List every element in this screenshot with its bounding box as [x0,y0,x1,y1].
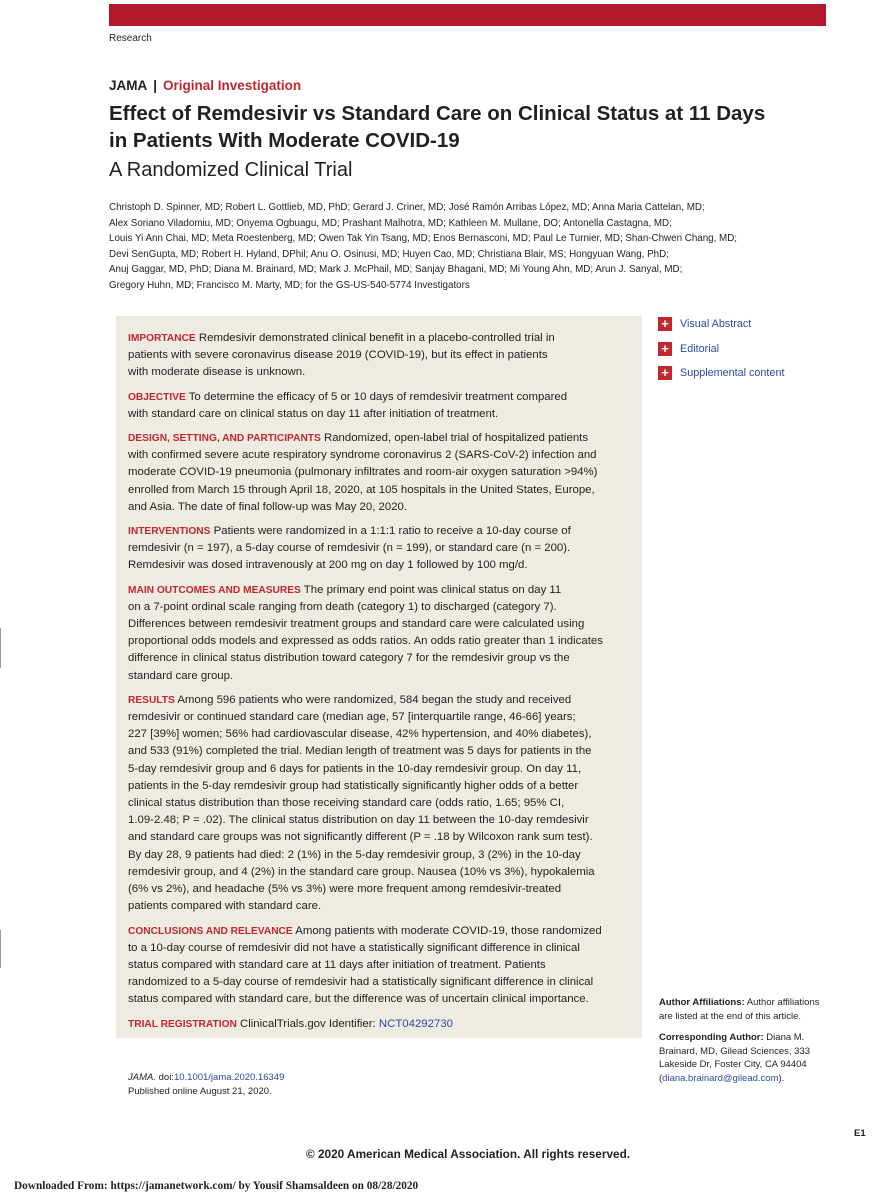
abstract-line: with confirmed severe acute respiratory syndrome coronavirus 2 (SARS-CoV-2) infection and [128,449,597,462]
sidebar-links [658,312,784,386]
abstract-results [128,692,633,916]
abstract-line: standard care group. [128,669,234,682]
section-label-conclusions: CONCLUSIONS AND RELEVANCE [128,925,293,937]
author-affiliations [659,996,829,1085]
abstract-line: 5-day remdesivir group and 6 days for patients in the 10-day remdesivir group. On day 11, [128,762,582,775]
abstract-line: 1.09-2.48; P = .02). The clinical status distribution on day 11 between the 10-day remdesivir [128,814,589,827]
abstract-line: patients with severe coronavirus disease 2019 (COVID-19), but its effect in patients [128,349,548,362]
section-label-design: DESIGN, SETTING, AND PARTICIPANTS [128,433,321,445]
affiliations-text: Author affiliations are listed at the end of this article. [659,997,820,1022]
article-title: Effect of Remdesivir vs Standard Care on Clinical Status at 11 Days in Patients With Moderate COVID-19 [109,102,766,152]
abstract-registration [128,1016,633,1033]
abstract-line: To determine the efficacy of 5 or 10 days of remdesivir treatment compared [185,390,568,403]
abstract-line: randomized to a 5-day course of remdesivir had a statistically significant difference in clinical [128,976,594,989]
abstract-line: clinical status distribution than those receiving standard care (odds ratio, 1.65; 95% CI, [128,797,565,810]
section-label-results: RESULTS [128,694,175,706]
abstract-line: with standard care on clinical status on day 11 after initiation of treatment. [128,407,499,420]
abstract-line: Among 596 patients who were randomized, 584 began the study and received [174,693,572,706]
citation-doi-prefix: doi: [155,1072,174,1083]
author-list [109,200,799,293]
abstract-line: The primary end point was clinical status on day 11 [300,583,562,596]
section-label-registration: TRIAL REGISTRATION [128,1018,237,1030]
visual-abstract-link[interactable] [658,312,784,337]
abstract-line: Remdesivir demonstrated clinical benefit in a placebo-controlled trial in [195,332,555,344]
abstract-interventions [128,523,633,575]
journal-separator: | [153,78,158,93]
abstract-line: moderate COVID-19 pneumonia (pulmonary infiltrates and room-air oxygen saturation >94%) [128,466,598,479]
abstract-outcomes [128,582,633,685]
section-label: Research [109,33,152,44]
abstract-objective [128,389,633,423]
registration-text: ClinicalTrials.gov Identifier: [236,1017,379,1030]
affiliations-label: Author Affiliations: [659,997,745,1008]
abstract-line: status compared with standard care, but the difference was of uncertain clinical importance. [128,993,589,1006]
abstract [128,330,633,1040]
sidebar-link-label: Visual Abstract [680,318,752,331]
journal-line [109,78,301,93]
article-subtitle: A Randomized Clinical Trial [109,159,353,181]
plus-icon: + [658,342,672,356]
article-type: Original Investigation [163,78,302,93]
abstract-line: Patients were randomized in a 1:1:1 ratio to receive a 10-day course of [210,525,571,538]
abstract-line: By day 28, 9 patients had died: 2 (1%) in the 5-day remdesivir group, 3 (2%) in the 10-day [128,848,581,861]
doi-link[interactable]: 10.1001/jama.2020.16349 [173,1072,285,1083]
page-number: E1 [854,1128,866,1139]
abstract-line: Remdesivir was dosed intravenously at 200 mg on day 1 followed by 100 mg/d. [128,559,528,572]
abstract-line: enrolled from March 15 through April 18, 2020, at 105 hospitals in the United States, Europe, [128,483,595,496]
section-label-objective: OBJECTIVE [128,391,186,403]
editorial-link[interactable] [658,337,784,362]
abstract-line: status compared with standard care at 11 days after initiation of treatment. Patients [128,958,546,971]
copyright-notice: © 2020 American Medical Association. All rights reserved. [306,1147,631,1161]
abstract-line: and 533 (91%) completed the trial. Median length of treatment was 5 days for patients in the [128,745,592,758]
abstract-line: (6% vs 2%), and headache (5% vs 3%) were more frequent among remdesivir-treated [128,883,562,896]
citation-journal: JAMA. [128,1072,156,1083]
abstract-line: and standard care groups was not significantly different (P = .18 by Wilcoxon rank sum test). [128,831,593,844]
email-open-paren: ( [659,1072,663,1084]
email-link[interactable]: diana.brainard@gilead.com [662,1072,779,1084]
abstract-line: Differences between remdesivir treatment groups and standard care were calculated using [128,618,585,631]
sidebar-link-label: Supplemental content [680,367,785,380]
trial-registration-link[interactable]: NCT04292730 [378,1017,453,1030]
page-edge-mark [0,628,1,668]
corresponding-author-text: Diana M. Brainard, MD, Gilead Sciences, 333 Lakeside Dr, Foster City, CA 94404 [659,1032,811,1070]
citation [128,1071,284,1099]
abstract-importance [128,330,633,382]
author-line: Devi SenGupta, MD; Robert H. Hyland, DPhil; Anu O. Osinusi, MD; Huyen Cao, MD; Christiana Blair, MS; Hongyuan Wang, PhD; [109,248,669,260]
plus-icon: + [658,317,672,331]
section-label-interventions: INTERVENTIONS [128,526,211,538]
author-line: Anuj Gaggar, MD, PhD; Diana M. Brainard, MD; Mark J. McPhail, MD; Sanjay Bhagani, MD; Mi Young Ahn, MD; Arun J. Sanyal, MD; [109,264,683,275]
abstract-line: difference in clinical status distribution toward category 7 for the remdesivir group vs the [128,652,570,665]
corresponding-author-label: Corresponding Author: [659,1032,764,1043]
author-line: Louis Yi Ann Chai, MD; Meta Roestenberg, MD; Owen Tak Yin Tsang, MD; Enos Bernasconi, MD; Paul Le Turnier, MD; Shan-Chwen Chang, MD; [109,233,738,244]
author-line: Alex Soriano Viladomiu, MD; Onyema Ogbuagu, MD; Prashant Malhotra, MD; Kathleen M. Mullane, DO; Antonella Castagna, MD; [109,217,672,229]
header-color-band [109,4,826,26]
abstract-line: proportional odds models and expressed as odds ratios. An odds ratio greater than 1 indicates [128,635,603,648]
abstract-line: patients compared with standard care. [128,900,322,913]
section-label-outcomes: MAIN OUTCOMES AND MEASURES [128,584,301,596]
abstract-line: patients in the 5-day remdesivir group had statistically significantly higher odds of a better [128,779,579,792]
publication-date: Published online August 21, 2020. [128,1086,272,1097]
abstract-line: Randomized, open-label trial of hospitalized patients [320,432,589,445]
abstract-design [128,430,633,516]
abstract-line: remdesivir group, and 4 (2%) in the standard care group. Nausea (10% vs 3%), hypokalemia [128,865,595,878]
supplemental-content-link[interactable] [658,361,784,386]
abstract-line: remdesivir (n = 197), a 5-day course of remdesivir (n = 199), or standard care (n = 200). [128,542,571,555]
sidebar-link-label: Editorial [680,342,720,355]
abstract-line: Among patients with moderate COVID-19, those randomized [292,924,602,937]
author-line: Christoph D. Spinner, MD; Robert L. Gottlieb, MD, PhD; Gerard J. Criner, MD; José Ramón Arribas López, MD; Anna Maria Cattelan, MD; [109,202,705,213]
plus-icon: + [658,366,672,380]
section-label-importance: IMPORTANCE [128,333,196,344]
abstract-line: with moderate disease is unknown. [128,366,306,379]
abstract-line: 227 [39%] women; 56% had cardiovascular disease, 42% hypertension, and 40% diabetes), [128,728,592,741]
abstract-line: and Asia. The date of final follow-up was May 20, 2020. [128,500,408,513]
abstract-line: on a 7-point ordinal scale ranging from death (category 1) to discharged (category 7). [128,600,557,613]
email-close-paren: ). [778,1072,785,1084]
download-note: Downloaded From: https://jamanetwork.com/ by Yousif Shamsaldeen on 08/28/2020 [14,1180,419,1192]
page-edge-mark [0,930,1,968]
abstract-conclusions [128,923,633,1009]
abstract-line: remdesivir or continued standard care (median age, 57 [interquartile range, 46-66] years; [128,711,576,724]
abstract-line: to a 10-day course of remdesivir did not have a statistically significant difference in clinical [128,941,580,954]
journal-name: JAMA [109,78,148,93]
author-line: Gregory Huhn, MD; Francisco M. Marty, MD; for the GS-US-540-5774 Investigators [109,279,470,291]
